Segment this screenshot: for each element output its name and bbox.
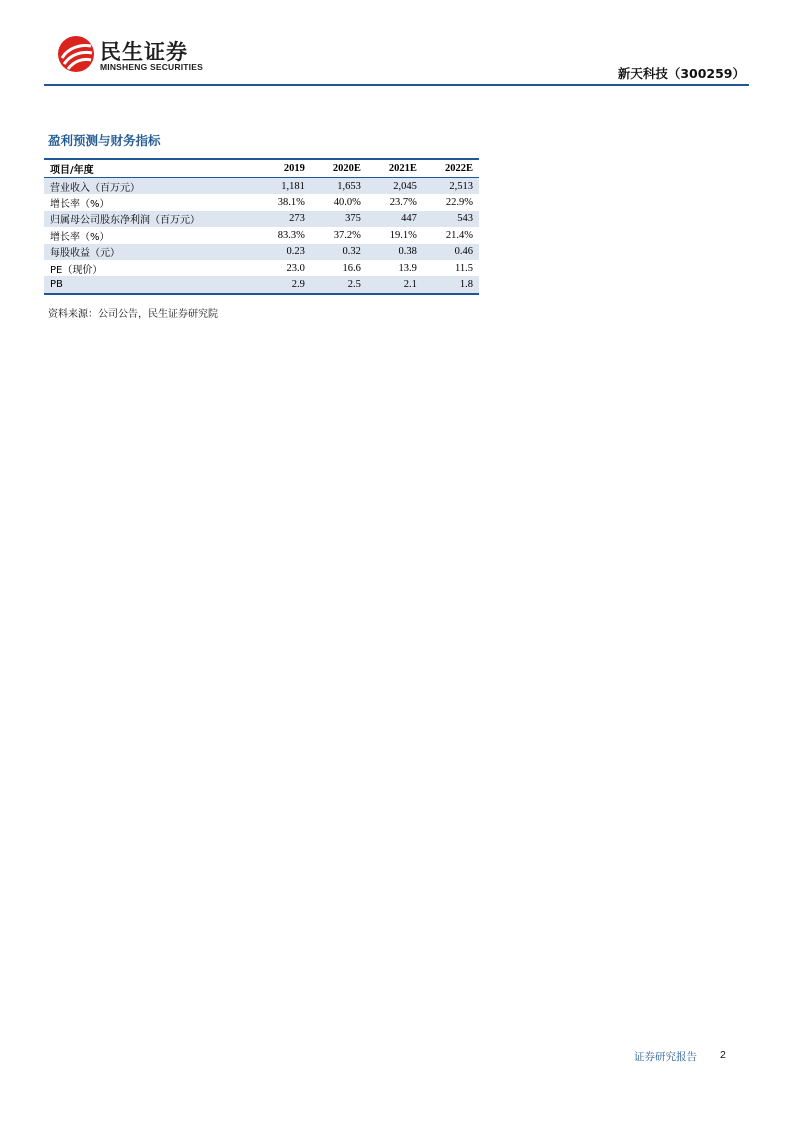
table-row [44,178,479,195]
footer-report-label: 证券研究报告 [634,1051,697,1063]
logo-text-cn: 民生证券 [100,40,188,64]
page-number: 2 [720,1049,726,1061]
cell-value: 22.9% [445,197,473,209]
cell-value: 2.5 [311,276,367,293]
table-row [44,194,479,210]
cell-value: 0.32 [311,244,367,260]
cell-value: 11.5 [455,262,473,274]
cell-value: 38.1% [277,197,305,209]
row-label: PB [44,276,256,293]
cell-value: 23.0 [286,262,305,274]
cell-value: 23.7% [389,197,417,209]
cell-value: 16.6 [342,262,361,274]
row-label: 增长率（%） [50,199,110,211]
cell-value: 447 [367,211,423,227]
cell-value: 83.3% [277,229,305,241]
cell-value: 0.38 [367,244,423,260]
cell-value: 2,045 [367,178,423,195]
financial-forecast-table [44,158,479,295]
header-item-year: 项目/年度 [44,159,256,178]
table-row [44,244,479,260]
cell-value: 0.46 [423,244,479,260]
table-header-row [44,159,479,178]
row-label: 增长率（%） [50,231,110,243]
cell-value: 1.8 [423,276,479,293]
row-label: PE（现价） [50,264,103,276]
row-label: 归属母公司股东净利润（百万元） [44,211,256,227]
cell-value: 2,513 [423,178,479,195]
cell-value: 2.9 [256,276,311,293]
header-2020e: 2020E [311,159,367,178]
cell-value: 40.0% [333,197,361,209]
table-row [44,227,479,243]
cell-value: 375 [311,211,367,227]
cell-value: 13.9 [398,262,417,274]
cell-value: 19.1% [389,229,417,241]
cell-value: 1,181 [256,178,311,195]
header-divider [44,84,749,86]
cell-value: 37.2% [333,229,361,241]
table-row [44,211,479,227]
header-2022e: 2022E [423,159,479,178]
logo-text-en: MINSHENG SECURITIES [100,62,203,72]
cell-value: 0.23 [256,244,311,260]
cell-value: 21.4% [445,229,473,241]
cell-value: 1,653 [311,178,367,195]
header-2019: 2019 [256,159,311,178]
cell-value: 543 [423,211,479,227]
cell-value: 2.1 [367,276,423,293]
table-row [44,260,479,276]
minsheng-logo-icon [56,34,96,74]
section-title: 盈利预测与财务指标 [48,133,161,148]
source-note: 资料来源：公司公告，民生证券研究院 [48,309,218,320]
row-label: 每股收益（元） [44,244,256,260]
header-2021e: 2021E [367,159,423,178]
company-logo [56,34,216,76]
row-label: 营业收入（百万元） [44,178,256,195]
header-company-name: 新天科技（300259） [617,66,745,81]
table-row [44,276,479,293]
cell-value: 273 [256,211,311,227]
